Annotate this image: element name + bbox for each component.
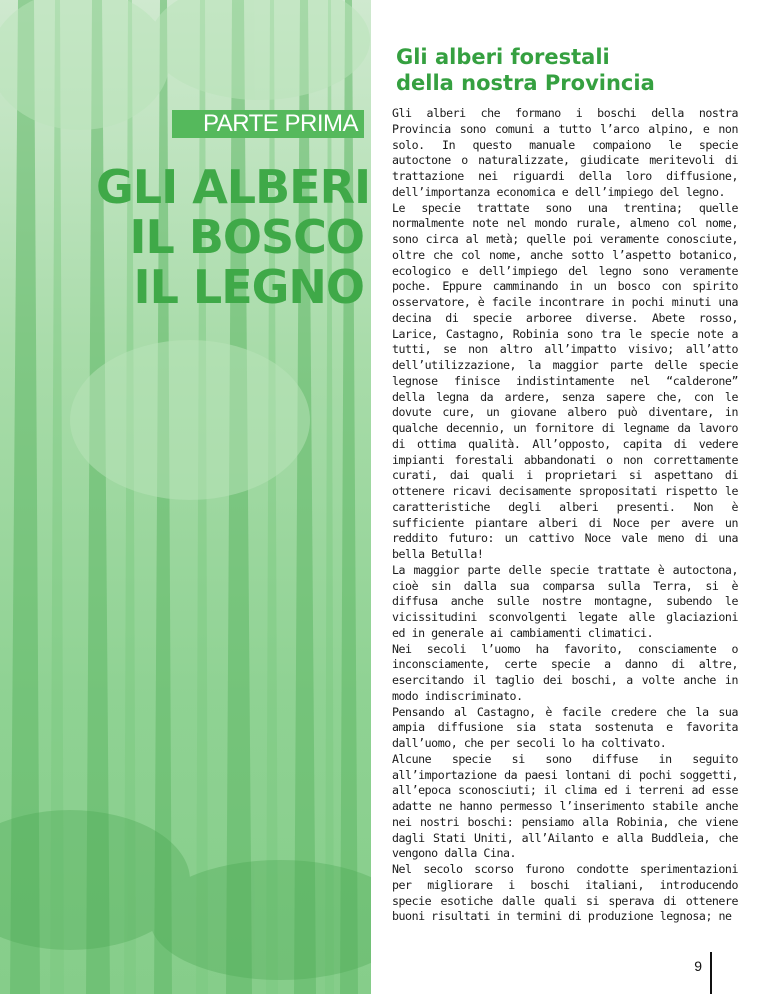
article-heading-line-2: della nostra Provincia [396,71,655,95]
forest-photo-panel [0,0,371,994]
article-heading-line-1: Gli alberi forestali [396,45,610,69]
paragraph: Gli alberi che formano i boschi della nostra Provincia sono comuni a tutto l’arco alpino, e non solo. In questo manuale compaiono le specie autoctone o naturalizzate, giudicate meritevoli di trattazione nei riguardi della loro diffusione, dell’importanza economica e dell’impiego del legno. [392,106,738,199]
section-title [96,160,371,314]
page-number-rule [710,952,712,994]
forest-trees-image [0,0,371,994]
article-heading [396,44,736,96]
paragraph: Le specie trattate sono una trentina; quelle normalmente note nel mondo rurale, almeno col nome, sono circa al metà; quelle poi veramente conosciute, oltre che col nome, anche sotto l’aspetto botanico, ecologico e dell’impiego del legno sono veramente poche. Eppure camminando in un bosco con spirito osservatore, è facile incontrare in pochi minuti una decina di specie arboree diverse. Abete rosso, Larice, Castagno, Robinia sono tra le specie note a tutti, se non altro all’impatto visivo; all’atto dell’utilizzazione, la maggior parte delle specie legnose finisce indistintamente nel “calderone” della legna da ardere, senza sapere che, con le dovute cure, un giovane albero può diventare, in qualche decennio, un fornitore di legname da lavoro di ottima qualità. All’opposto, capita di vedere impianti forestali abbandonati o non correttamente curati, dai quali i proprietari si aspettano di ottenere ricavi decisamente spropositati rispetto le caratteristiche degli alberi presenti. Non è sufficiente piantare alberi di Noce per avere un reddito futuro: un cattivo Noce vale meno di una bella Betulla! [392,200,738,561]
part-label: PARTE PRIMA [172,110,364,138]
section-title-line-3: IL LEGNO [133,260,364,314]
section-title-line-2: IL BOSCO [129,210,364,264]
paragraph: La maggior parte delle specie trattate è autoctona, cioè sin dalla sua comparsa sulla Terra, si è diffusa anche sulle nostre montagne, subendo le vicissitudini sconvolgenti legate alle glaciazioni ed in generale ai cambiamenti climatici. [392,562,738,640]
article-body [392,106,738,925]
paragraph: Pensando al Castagno, è facile credere che la sua ampia diffusione sia stata sostenuta e favorita dall’uomo, che per secoli lo ha coltivato. [392,704,738,750]
paragraph: Alcune specie si sono diffuse in seguito all’importazione da paesi lontani di pochi soggetti, all’epoca sconosciuti; il clima ed i terreni ad esse adatte ne hanno permesso l’inserimento stabile anche nei nostri boschi: pensiamo alla Robinia, che viene dagli Stati Uniti, all’Ailanto e alla Buddleia, che vengono dalla Cina. [392,751,738,861]
paragraph: Nel secolo scorso furono condotte sperimentazioni per migliorare i boschi italiani, introducendo specie esotiche dalle quali si sperava di ottenere buoni risultati in termini di produzione legnosa; ne [392,862,738,924]
section-title-line-1: GLI ALBERI [96,160,371,214]
page-number: 9 [694,958,702,974]
paragraph: Nei secoli l’uomo ha favorito, consciamente o inconsciamente, certe specie a danno di altre, esercitando il taglio dei boschi, a volte anche in modo indiscriminato. [392,641,738,703]
